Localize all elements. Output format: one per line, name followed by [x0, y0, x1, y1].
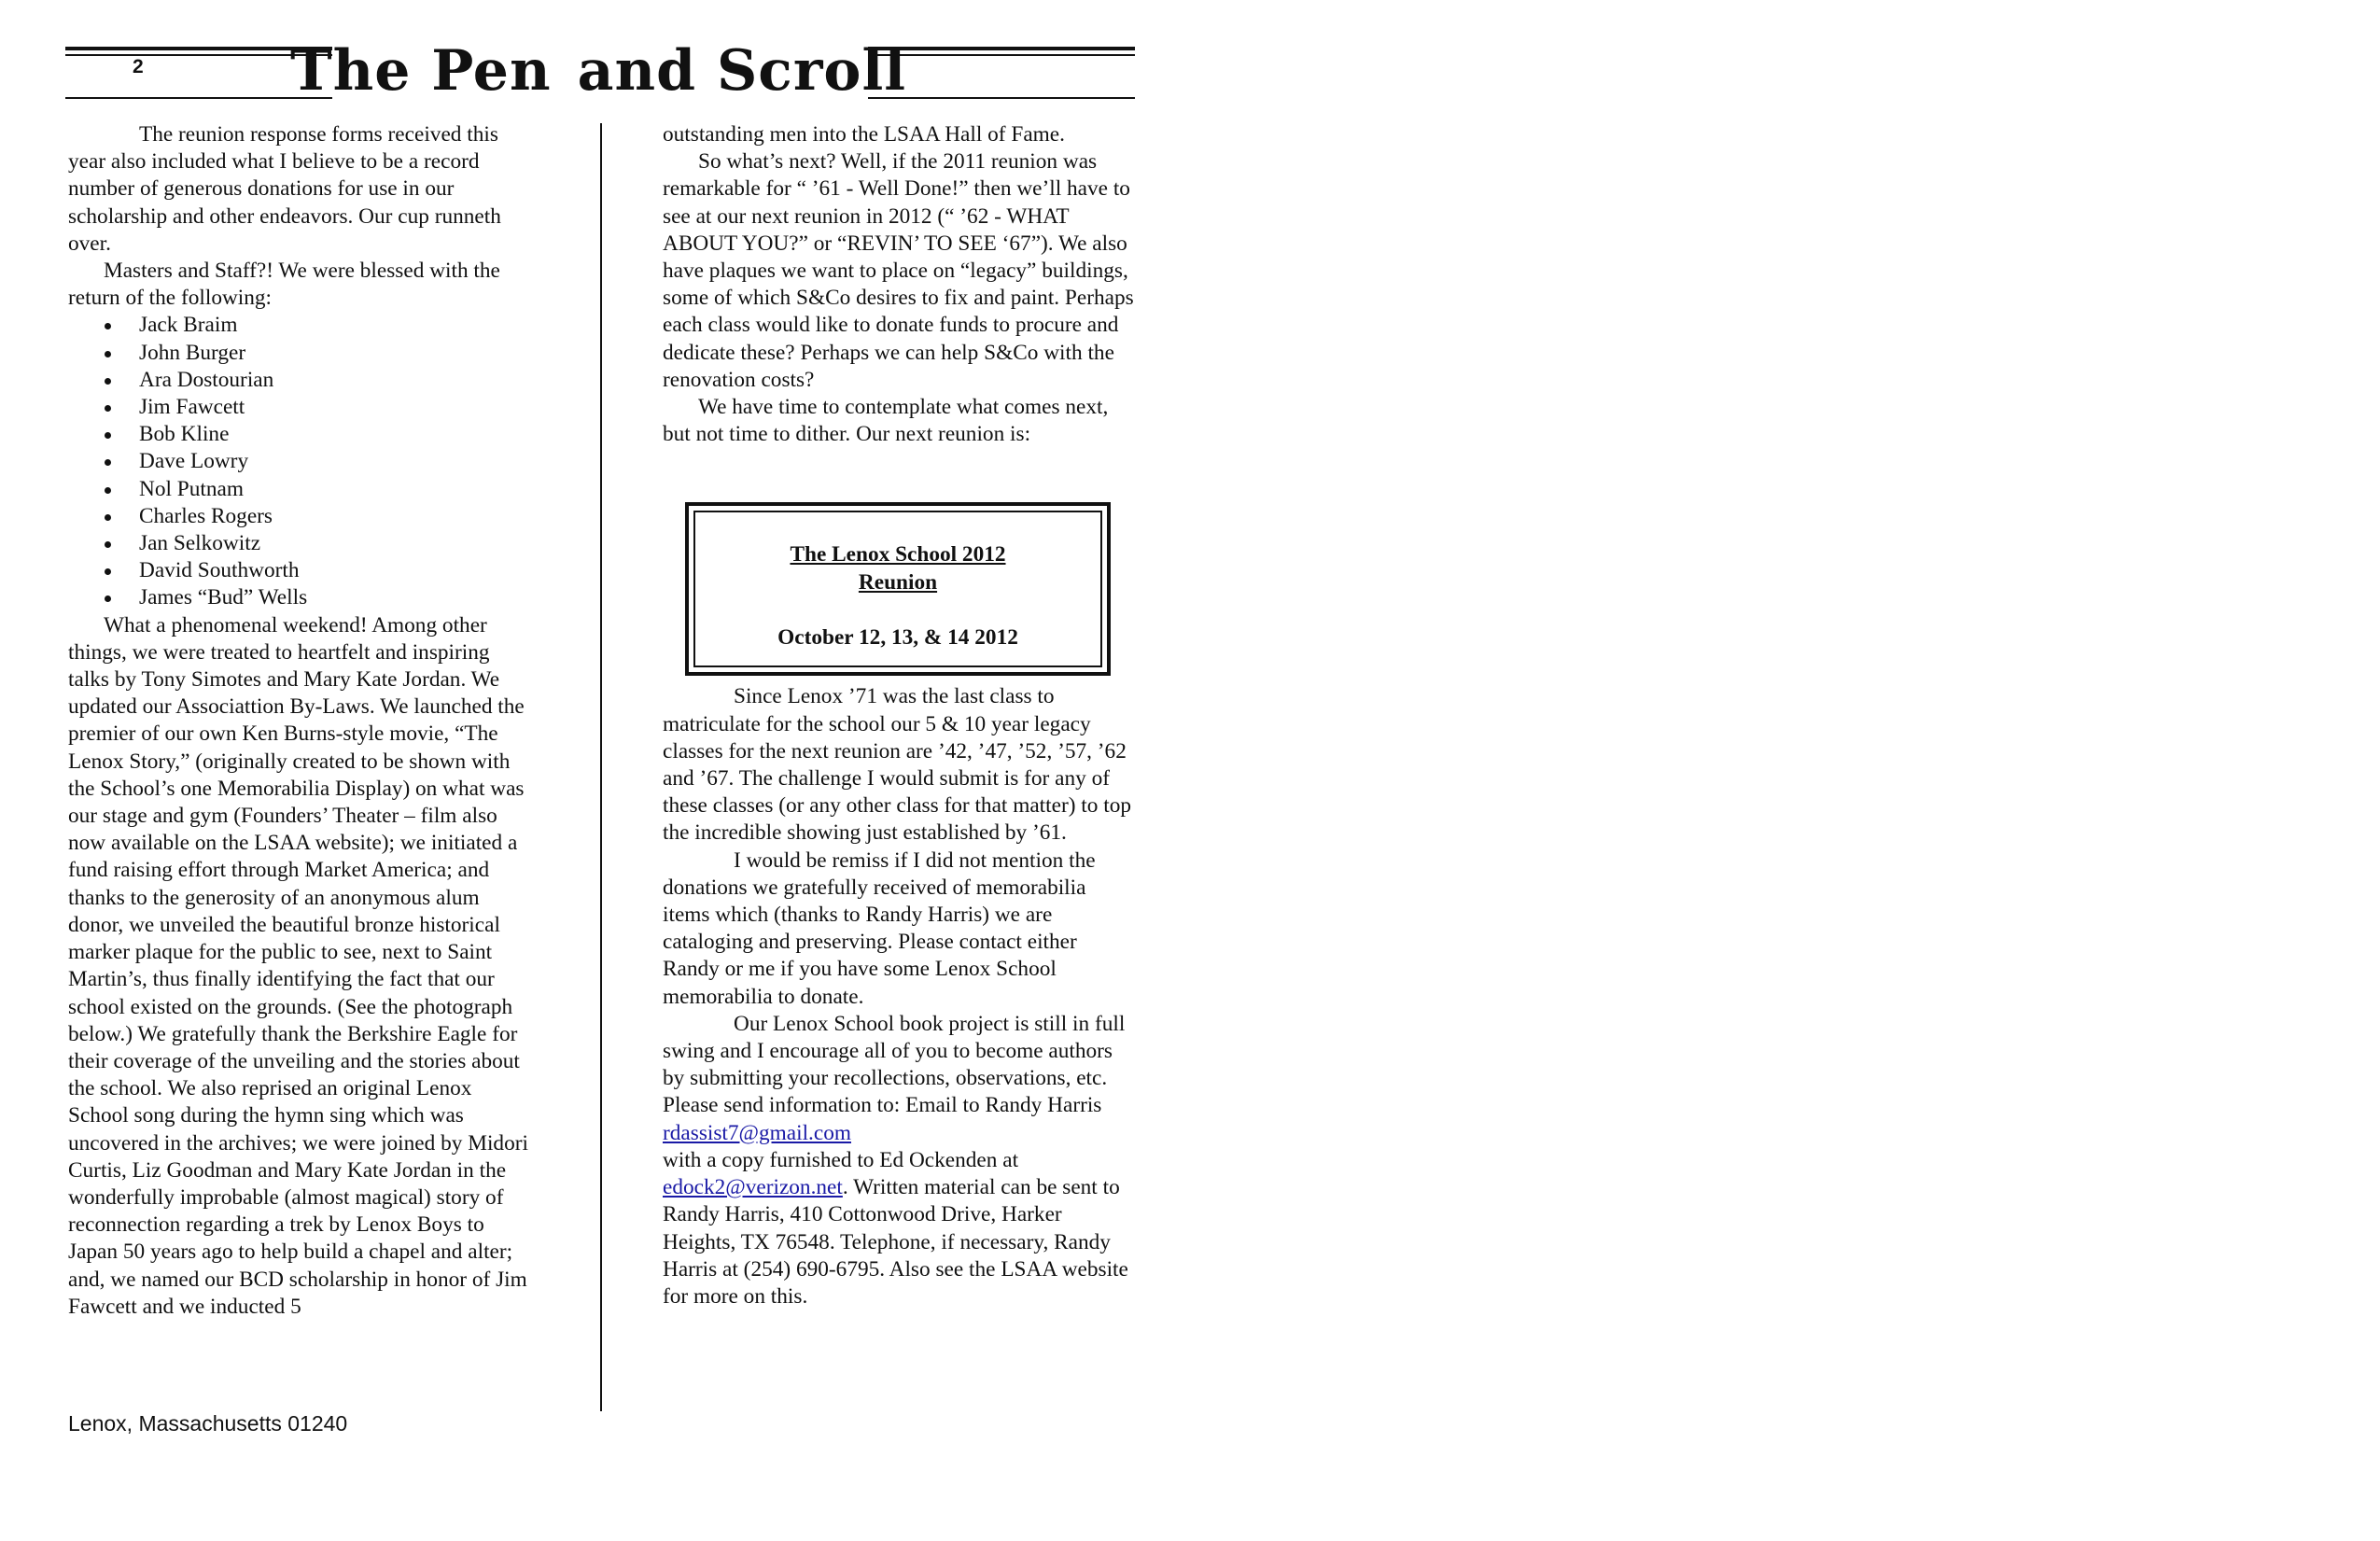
staff-list-item: David Southworth — [68, 557, 535, 584]
right-paragraph-3: We have time to contemplate what comes next, but not time to dither. Our next reunion is: — [663, 395, 1109, 447]
staff-list-item: Nol Putnam — [68, 476, 535, 503]
footer-address: Lenox, Massachusetts 01240 — [68, 1411, 348, 1436]
right-paragraph-2: So what’s next? Well, if the 2011 reunion was remarkable for “ ’61 - Well Done!” then we’ll have to see at our next reunion in 2012 (“ ’62 - WHAT ABOUT YOU?” or “REVIN’ TO SEE ‘67”). We also have plaques we want to place on “legacy” buildings, some of which S&Co desires to fix and paint. Perhaps each class would like to donate funds to procure and dedicate these? Perhaps we can help S&Co with the renovation costs? — [663, 149, 1134, 392]
masthead-title-left: The Pen — [289, 38, 552, 104]
staff-list-item: Bob Kline — [68, 421, 535, 448]
masthead-rule-right-mid — [868, 54, 1135, 56]
masthead-title — [289, 35, 907, 106]
reunion-notice-subtitle: Reunion — [858, 570, 938, 595]
left-paragraph-1: The reunion response forms received this year also included what I believe to be a record number of generous donations for use in our scholarship and other endeavors. Our cup runneth over. — [68, 122, 501, 256]
staff-list-item: Jim Fawcett — [68, 394, 535, 421]
left-column — [68, 121, 535, 1321]
right-column — [663, 121, 1134, 1310]
page-number: 2 — [133, 56, 144, 77]
staff-list-item: Jan Selkowitz — [68, 530, 535, 557]
right-paragraph-1: outstanding men into the LSAA Hall of Fame. — [663, 122, 1065, 147]
masthead-rule-right-top — [868, 47, 1135, 50]
staff-list — [68, 312, 535, 611]
right-paragraph-5: I would be remiss if I did not mention the donations we gratefully received of memorabilia items which (thanks to Randy Harris) we are cataloging and preserving. Please contact either Randy or me if you have some Lenox School memorabilia to donate. — [663, 848, 1096, 1009]
staff-list-item: Ara Dostourian — [68, 367, 535, 394]
contact-end-text: . Written material can be sent to Randy Harris, 410 Cottonwood Drive, Harker Heights, TX 76548. Telephone, if necessary, Randy Harris at (254) 690-6795. Also see the LSAA website for more on this. — [663, 1175, 1128, 1309]
contact-mid-text: with a copy furnished to Ed Ockenden at — [663, 1147, 1019, 1172]
reunion-notice-box — [685, 502, 1111, 676]
email-link-ed[interactable]: edock2@verizon.net — [663, 1175, 843, 1200]
reunion-notice-dates: October 12, 13, & 14 2012 — [777, 625, 1018, 650]
staff-list-item: John Burger — [68, 340, 535, 367]
staff-list-item: Charles Rogers — [68, 503, 535, 530]
column-divider — [600, 123, 602, 1411]
masthead-rule-right-bottom — [868, 97, 1135, 99]
staff-list-item: Jack Braim — [68, 312, 535, 339]
staff-list-item: James “Bud” Wells — [68, 584, 535, 611]
left-paragraph-3: What a phenomenal weekend! Among other things, we were treated to heartfelt and inspiring talks by Tony Simotes and Mary Kate Jordan. We updated our Associattion By-Laws. We launched the premier of our own Ken Burns-style movie, “The Lenox Story,” (originally created to be shown with the School’s one Memorabilia Display) on what was our stage and gym (Founders’ Theater – film also now available on the LSAA website); we initiated a fund raising effort through Market America; and thanks to the generosity of an anonymous alum donor, we unveiled the beautiful bronze historical marker plaque for the public to see, next to Saint Martin’s, thus finally identifying the fact that our school existed on the grounds. (See the photograph below.) We gratefully thank the Berkshire Eagle for their coverage of the unveiling and the stories about the school. We also reprised an original Lenox School song during the hymn sing which was uncovered in the archives; we were joined by Midori Curtis, Liz Goodman and Mary Kate Jordan in the wonderfully improbable (almost magical) story of reconnection regarding a trek by Lenox Boys to Japan 50 years ago to help build a chapel and alter; and, we named our BCD scholarship in honor of Jim Fawcett and we inducted 5 — [68, 612, 528, 1319]
reunion-notice-inner — [693, 511, 1102, 667]
right-paragraph-4: Since Lenox ’71 was the last class to matriculate for the school our 5 & 10 year legacy classes for the next reunion are ’42, ’47, ’52, ’57, ’62 and ’67. The challenge I would submit is for any of these classes (or any other class for that matter) to top the incredible showing just established by ’61. — [663, 684, 1132, 846]
right-paragraph-6 — [663, 1011, 1134, 1310]
contact-intro-text: Our Lenox School book project is still in full swing and I encourage all of you to become authors by submitting your recollections, observations, etc. Please send information to: Email to Randy Harris — [663, 1011, 1126, 1118]
staff-list-item: Dave Lowry — [68, 448, 535, 475]
reunion-notice-title: The Lenox School 2012 — [790, 542, 1006, 567]
left-paragraph-2: Masters and Staff?! We were blessed with the return of the following: — [68, 259, 500, 311]
masthead-title-right: and Scroll — [577, 38, 907, 104]
email-link-randy[interactable]: rdassist7@gmail.com — [663, 1120, 851, 1145]
